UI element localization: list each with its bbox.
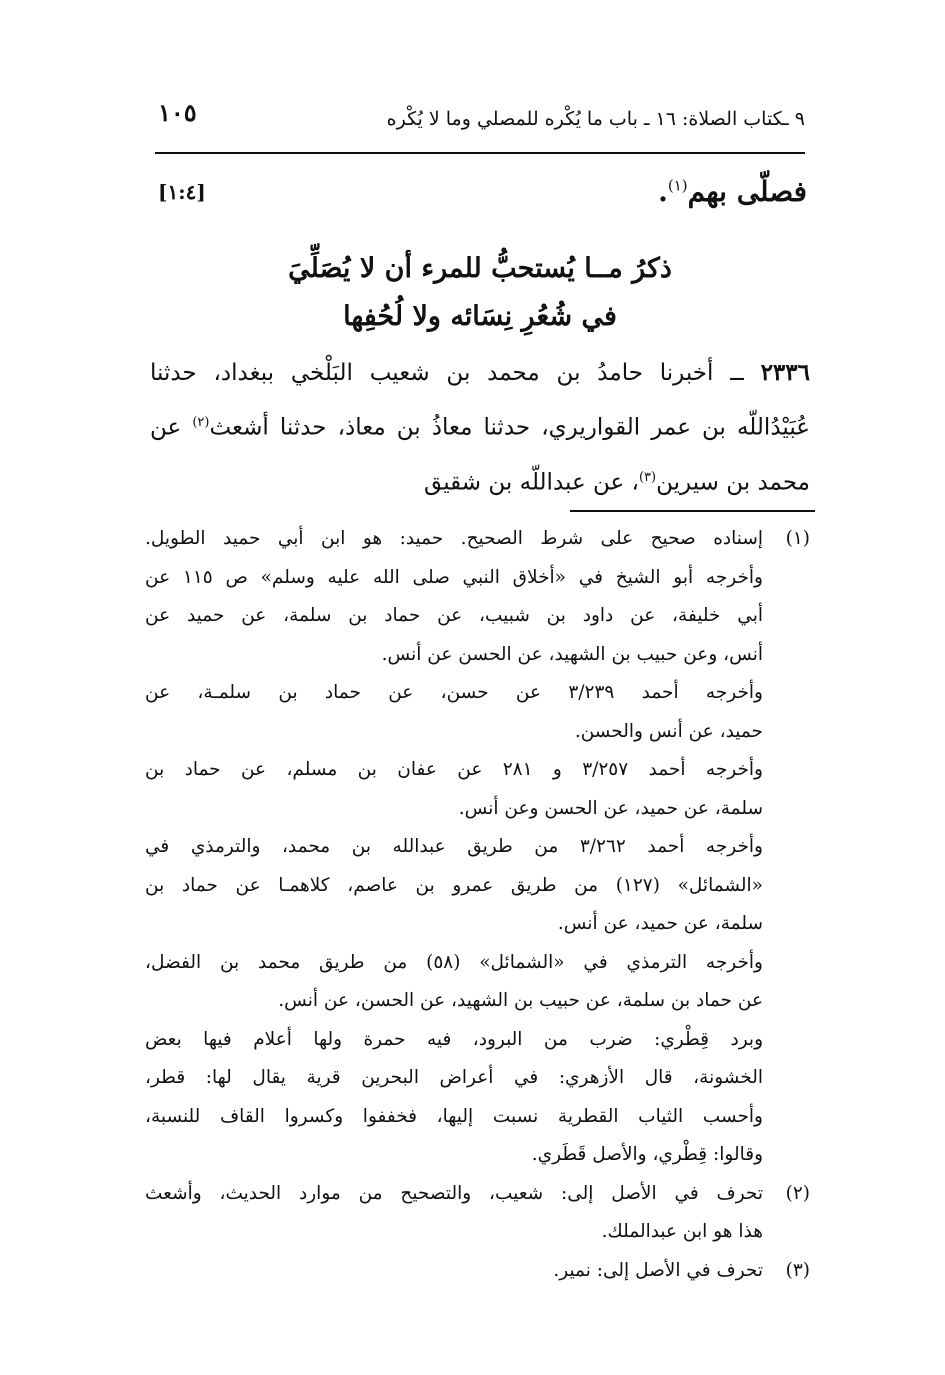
footnote-marker: (١) [667,176,688,195]
footnote-marker: (٢) [192,415,210,430]
hadith-line-1-text: ــ أخبرنا حامدُ بن محمد بن شعيب البَلْخي ببغداد، حدثنا [150,360,744,386]
footnote-line: وأخرجه أحمد ٣/٢٣٩ عن حسن، عن حماد بن سلمـة، عن [145,682,763,703]
running-header: ٩ ـكتاب الصلاة: ١٦ ـ باب ما يُكْره للمصلي وما لا يُكْره [386,108,805,130]
footnote-line: وأحسب الثياب القطرية نسبت إليها، فخففوا وكسروا القاف للنسبة، [145,1105,763,1127]
hadith-line-3-end: ، عن عبداللّه بن شقيق [424,469,639,496]
page-number: ١٠٥ [158,98,197,127]
footnote-line: تحرف في الأصل إلى: شعيب، والتصحيح من موارد الحديث، وأشعث [145,1182,763,1204]
footnote-line: وأخرجه أحمد ٣/٢٥٧ و ٢٨١ عن عفان بن مسلم، عن حماد بن [145,759,763,780]
footnote-line: تحرف في الأصل إلى: نمير. [553,1259,763,1281]
hadith-line [150,348,810,398]
hadith-line-3-text: محمد بن سيرين [656,469,810,496]
hadith-number: ٢٣٣٦ [760,359,810,386]
chapter-heading-line-2: في شُعُرِ نِسَائه ولا لُحُفِها [343,301,617,332]
hadith-line-2-end: عن [150,414,193,441]
header-rule [155,152,805,154]
footnote-line: عن حماد بن سلمة، عن حبيب بن الشهيد، عن الحسن، عن أنس. [278,990,763,1011]
footnote-number: (٣) [785,1259,810,1281]
footnote-marker: (٣) [638,469,657,485]
hadith-line-2-text: عُبَيْدُاللّه بن عمر القواريري، حدثنا معاذُ بن معاذ، حدثنا أشعث [209,414,810,441]
hadith-line [150,398,810,453]
footnote-line: وأخرجه الترمذي في «الشمائل» (٥٨) من طريق محمد بن الفضل، [145,951,763,973]
footnote-line: أبي خليفة، عن داود بن شبيب، عن حماد بن سلمة، عن حميد عن [145,605,763,626]
footnote [145,520,815,1175]
footnote-line: سلمة، عن حميد، عن الحسن وعن أنس. [458,797,763,819]
hadith-text [150,348,810,507]
footnote-line: إسناده صحيح على شرط الصحيح. حميد: هو ابن أبي حميد الطويل. [145,528,763,549]
footnote-line: سلمة، عن حميد، عن أنس. [557,913,763,934]
footnote-line: حميد، عن أنس والحسن. [574,720,763,742]
footnote-line: الخشونة، قال الأزهري: في أعراض البحرين قرية يقال لها: قطر، [145,1067,763,1088]
section-reference: [١:٤] [158,180,206,204]
footnote [145,1252,815,1291]
chapter-heading [155,245,805,341]
footnote [145,1175,815,1252]
footnote-line: وأخرجه أبو الشيخ في «أخلاق النبي صلى الله عليه وسلم» ص ١١٥ عن [145,566,763,588]
footnote-line: أنس، وعن حبيب بن الشهيد، عن الحسن عن أنس. [381,643,763,665]
footnotes [145,520,815,1290]
opening-end: . [658,175,668,208]
footnote-line: وبرد قِطْري: ضرب من البرود، فيه حمرة ولها أعلام فيها بعض [145,1028,763,1050]
footnote-line: وأخرجه أحمد ٣/٢٦٢ من طريق عبدالله بن محمد، والترمذي في [145,836,763,857]
opening-text: فصلّى بهم [687,175,807,208]
chapter-heading-line-1: ذكرُ مــا يُستحبُّ للمرء أن لا يُصَلِّيَ [288,253,672,284]
footnote-line: هذا هو ابن عبدالملك. [601,1221,763,1242]
footnote-line: وقالوا: قِطْري، والأصل قَطَري. [531,1144,763,1165]
footnote-line: «الشمائل» (١٢٧) من طريق عمرو بن عاصم، كلاهمـا عن حماد بن [145,874,763,896]
footnote-number: (١) [785,528,810,549]
hadith-line [150,453,810,508]
footnotes-separator [570,510,815,512]
opening-line [658,175,807,208]
footnote-number: (٢) [785,1182,810,1204]
